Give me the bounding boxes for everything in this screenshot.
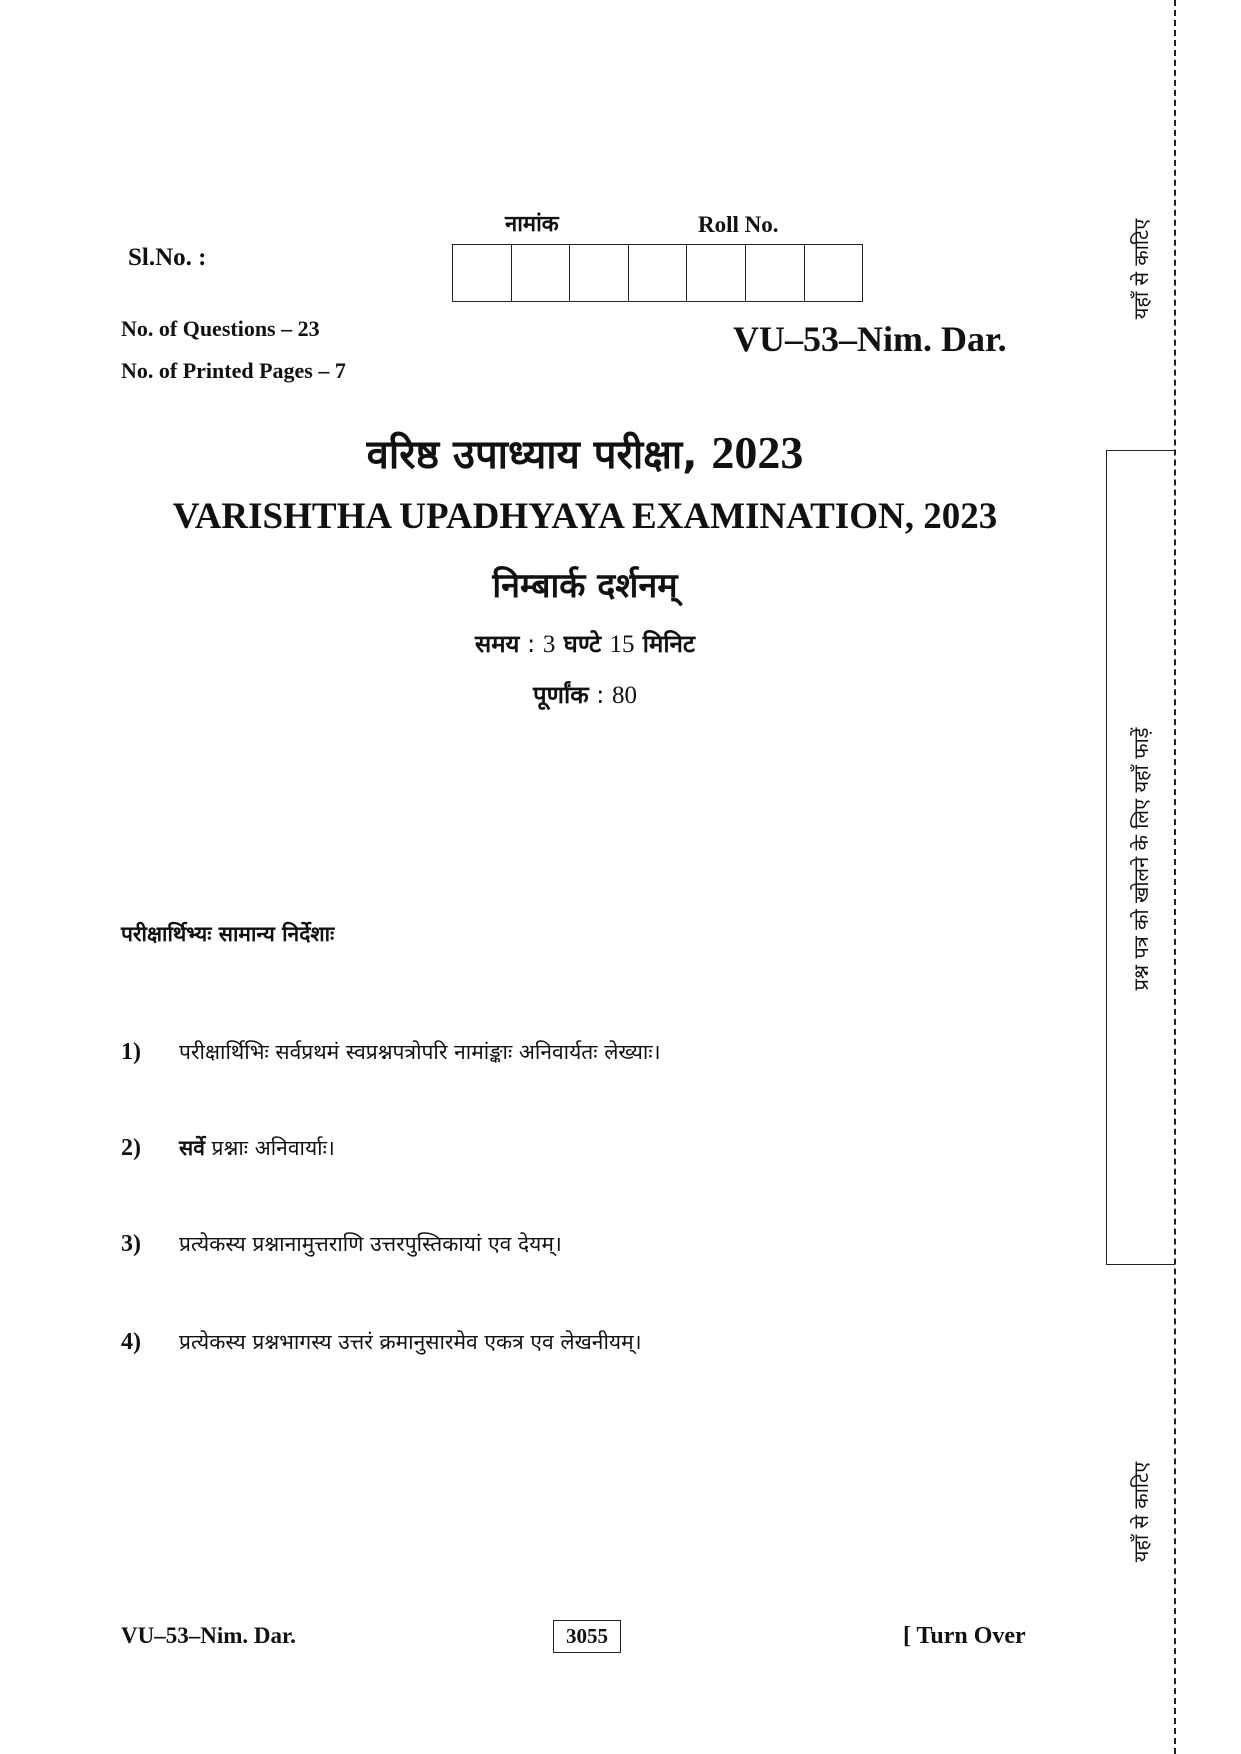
exam-duration xyxy=(0,627,1170,660)
roll-number-box[interactable] xyxy=(805,244,864,302)
exam-title-hindi xyxy=(0,425,1170,480)
cut-here-top-label: यहाँ से काटिए xyxy=(1129,218,1153,320)
paper-code: VU–53–Nim. Dar. xyxy=(733,319,1007,359)
instruction-text: प्रश्नाः अनिवार्याः। xyxy=(204,1136,335,1160)
tear-here-label: प्रश्न पत्र को खोलने के लिए यहाँ फाड़ें xyxy=(1129,727,1153,991)
instruction-number: 4) xyxy=(121,1329,141,1355)
instruction-number: 3) xyxy=(121,1231,141,1257)
roll-number-label: Roll No. xyxy=(698,212,779,237)
time-hours: 3 xyxy=(542,631,556,658)
turn-over-label: [ Turn Over xyxy=(903,1623,1026,1649)
subject-title: निम्बार्क दर्शनम् xyxy=(492,566,678,606)
exam-title-hindi-year: 2023 xyxy=(711,427,804,478)
time-separator: : xyxy=(519,630,543,658)
instruction-text: परीक्षार्थिभिः सर्वप्रथमं स्वप्रश्नपत्रोपरि नामांङ्काः अनिवार्यतः लेख्याः। xyxy=(179,1040,661,1064)
marks-value: 80 xyxy=(611,682,637,709)
time-label: समय xyxy=(474,630,520,658)
roll-number-box[interactable] xyxy=(629,244,688,302)
instruction-item xyxy=(121,1328,642,1356)
footer-paper-number: 3055 xyxy=(553,1620,621,1653)
roll-number-label-hindi: नामांक xyxy=(505,212,559,237)
exam-title-english: VARISHTHA UPADHYAYA EXAMINATION, 2023 xyxy=(172,496,998,537)
marks-separator: : xyxy=(588,681,612,709)
exam-title-hindi-text: वरिष्ठ उपाध्याय परीक्षा, xyxy=(366,432,698,478)
footer-paper-code: VU–53–Nim. Dar. xyxy=(121,1623,296,1648)
roll-number-box[interactable] xyxy=(570,244,629,302)
roll-number-boxes xyxy=(452,244,863,302)
time-minutes: 15 xyxy=(609,631,635,658)
instruction-item xyxy=(121,1230,562,1258)
time-minutes-word: मिनिट xyxy=(634,630,696,658)
roll-number-box[interactable] xyxy=(746,244,805,302)
cut-here-bottom-label: यहाँ से काटिए xyxy=(1129,1461,1153,1563)
instruction-text: प्रत्येकस्य प्रश्नभागस्य उत्तरं क्रमानुसारमेव एकत्र एव लेखनीयम्। xyxy=(179,1330,642,1354)
number-of-printed-pages: No. of Printed Pages – 7 xyxy=(121,358,346,383)
instruction-number: 2) xyxy=(121,1135,141,1161)
number-of-questions: No. of Questions – 23 xyxy=(121,316,320,341)
marks-label: पूर्णांक xyxy=(533,681,589,709)
roll-number-box[interactable] xyxy=(687,244,746,302)
time-hours-word: घण्टे xyxy=(555,630,610,658)
instruction-emphasis: सर्वे xyxy=(179,1136,205,1160)
instruction-item xyxy=(121,1134,335,1162)
roll-number-box[interactable] xyxy=(453,244,512,302)
serial-number-label: Sl.No. : xyxy=(128,244,207,271)
instructions-heading: परीक्षार्थिभ्यः सामान्य निर्देशाः xyxy=(121,922,335,946)
instruction-number: 1) xyxy=(121,1039,141,1065)
roll-number-box[interactable] xyxy=(512,244,571,302)
maximum-marks xyxy=(0,678,1170,711)
instruction-text: प्रत्येकस्य प्रश्नानामुत्तराणि उत्तरपुस्तिकायां एव देयम्। xyxy=(179,1232,562,1256)
instruction-item xyxy=(121,1038,661,1066)
